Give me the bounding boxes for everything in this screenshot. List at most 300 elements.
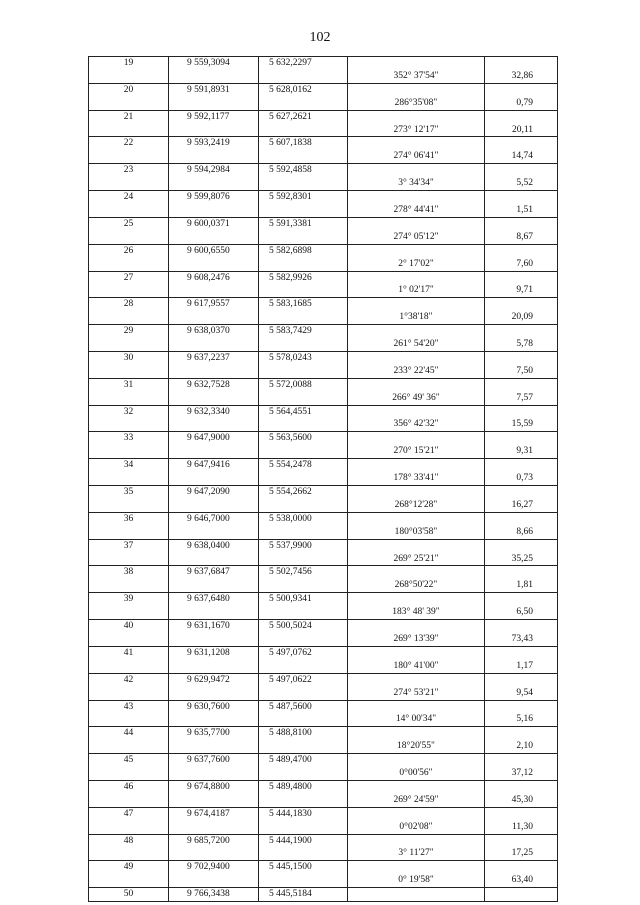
- x-coordinate: 9 617,9557: [169, 298, 259, 311]
- segment-length: 20,09: [485, 311, 558, 324]
- segment-row: [89, 311, 558, 324]
- direction-angle: 269° 24'59": [348, 794, 485, 807]
- empty-cell: [169, 204, 259, 217]
- empty-cell: [89, 392, 169, 405]
- empty-cell: [259, 70, 348, 83]
- y-coordinate: 5 564,4551: [259, 405, 348, 418]
- empty-cell: [259, 499, 348, 512]
- direction-angle: 18°20'55": [348, 740, 485, 753]
- direction-angle: 270° 15'21": [348, 445, 485, 458]
- empty-cell: [348, 110, 485, 123]
- empty-cell: [348, 164, 485, 177]
- empty-cell: [169, 713, 259, 726]
- point-row: [89, 700, 558, 713]
- empty-cell: [169, 70, 259, 83]
- segment-row: [89, 740, 558, 753]
- direction-angle: 183° 48' 39": [348, 606, 485, 619]
- point-row: [89, 459, 558, 472]
- segment-row: [89, 365, 558, 378]
- empty-cell: [485, 244, 558, 257]
- segment-length: 6,50: [485, 606, 558, 619]
- empty-cell: [348, 807, 485, 820]
- direction-angle: 268°50'22": [348, 579, 485, 592]
- point-row: [89, 486, 558, 499]
- empty-cell: [169, 150, 259, 163]
- segment-length: 17,25: [485, 847, 558, 860]
- point-row: [89, 244, 558, 257]
- segment-length: 8,67: [485, 231, 558, 244]
- empty-cell: [169, 258, 259, 271]
- empty-cell: [89, 124, 169, 137]
- segment-length: 73,43: [485, 633, 558, 646]
- page-number: 102: [309, 30, 331, 45]
- x-coordinate: 9 600,0371: [169, 217, 259, 230]
- empty-cell: [348, 57, 485, 70]
- empty-cell: [89, 713, 169, 726]
- empty-cell: [485, 110, 558, 123]
- segment-row: [89, 392, 558, 405]
- y-coordinate: 5 445,5184: [259, 888, 348, 902]
- x-coordinate: 9 592,1177: [169, 110, 259, 123]
- direction-angle: 0°02'08": [348, 821, 485, 834]
- empty-cell: [169, 445, 259, 458]
- direction-angle: 269° 13'39": [348, 633, 485, 646]
- empty-cell: [259, 687, 348, 700]
- y-coordinate: 5 582,6898: [259, 244, 348, 257]
- empty-cell: [259, 392, 348, 405]
- y-coordinate: 5 489,4700: [259, 754, 348, 767]
- empty-cell: [485, 700, 558, 713]
- point-number: 35: [89, 486, 169, 499]
- segment-row: [89, 794, 558, 807]
- x-coordinate: 9 608,2476: [169, 271, 259, 284]
- segment-row: [89, 70, 558, 83]
- segment-row: [89, 767, 558, 780]
- y-coordinate: 5 563,5600: [259, 432, 348, 445]
- empty-cell: [348, 405, 485, 418]
- empty-cell: [169, 231, 259, 244]
- point-number: 46: [89, 780, 169, 793]
- x-coordinate: 9 593,2419: [169, 137, 259, 150]
- point-row: [89, 432, 558, 445]
- segment-length: 9,54: [485, 687, 558, 700]
- empty-cell: [485, 217, 558, 230]
- x-coordinate: 9 647,9000: [169, 432, 259, 445]
- y-coordinate: 5 537,9900: [259, 539, 348, 552]
- point-number: 26: [89, 244, 169, 257]
- empty-cell: [485, 566, 558, 579]
- x-coordinate: 9 631,1208: [169, 646, 259, 659]
- segment-length: 14,74: [485, 150, 558, 163]
- empty-cell: [485, 325, 558, 338]
- empty-cell: [169, 553, 259, 566]
- point-number: 24: [89, 191, 169, 204]
- empty-cell: [348, 780, 485, 793]
- segment-length: 9,71: [485, 284, 558, 297]
- direction-angle: 3° 11'27": [348, 847, 485, 860]
- x-coordinate: 9 638,0400: [169, 539, 259, 552]
- point-row: [89, 405, 558, 418]
- x-coordinate: 9 674,8800: [169, 780, 259, 793]
- y-coordinate: 5 582,9926: [259, 271, 348, 284]
- y-coordinate: 5 592,8301: [259, 191, 348, 204]
- segment-row: [89, 204, 558, 217]
- point-row: [89, 727, 558, 740]
- empty-cell: [89, 472, 169, 485]
- empty-cell: [485, 754, 558, 767]
- point-number: 40: [89, 620, 169, 633]
- empty-cell: [485, 673, 558, 686]
- coordinates-table: [88, 56, 558, 902]
- empty-cell: [169, 338, 259, 351]
- y-coordinate: 5 444,1830: [259, 807, 348, 820]
- point-row: [89, 593, 558, 606]
- direction-angle: 356° 42'32": [348, 418, 485, 431]
- empty-cell: [485, 271, 558, 284]
- point-row: [89, 620, 558, 633]
- direction-angle: 233° 22'45": [348, 365, 485, 378]
- empty-cell: [348, 727, 485, 740]
- x-coordinate: 9 647,2090: [169, 486, 259, 499]
- x-coordinate: 9 702,9400: [169, 861, 259, 874]
- x-coordinate: 9 637,6480: [169, 593, 259, 606]
- point-row: [89, 834, 558, 847]
- segment-length: 5,52: [485, 177, 558, 190]
- empty-cell: [348, 566, 485, 579]
- empty-cell: [259, 606, 348, 619]
- empty-cell: [259, 204, 348, 217]
- direction-angle: 180° 41'00": [348, 660, 485, 673]
- direction-angle: 273° 12'17": [348, 124, 485, 137]
- segment-row: [89, 177, 558, 190]
- y-coordinate: 5 445,1500: [259, 861, 348, 874]
- point-number: 28: [89, 298, 169, 311]
- point-row: [89, 673, 558, 686]
- point-number: 19: [89, 57, 169, 70]
- segment-row: [89, 284, 558, 297]
- empty-cell: [259, 418, 348, 431]
- segment-row: [89, 821, 558, 834]
- segment-length: 2,10: [485, 740, 558, 753]
- segment-length: 11,30: [485, 821, 558, 834]
- point-number: 31: [89, 378, 169, 391]
- empty-cell: [89, 767, 169, 780]
- empty-cell: [259, 794, 348, 807]
- empty-cell: [348, 486, 485, 499]
- empty-cell: [259, 97, 348, 110]
- y-coordinate: 5 487,5600: [259, 700, 348, 713]
- empty-cell: [485, 378, 558, 391]
- empty-cell: [259, 821, 348, 834]
- empty-cell: [89, 284, 169, 297]
- point-row: [89, 807, 558, 820]
- empty-cell: [169, 284, 259, 297]
- empty-cell: [259, 231, 348, 244]
- empty-cell: [348, 191, 485, 204]
- empty-cell: [169, 97, 259, 110]
- direction-angle: 0° 19'58": [348, 874, 485, 887]
- empty-cell: [259, 284, 348, 297]
- empty-cell: [89, 338, 169, 351]
- empty-cell: [259, 258, 348, 271]
- empty-cell: [169, 606, 259, 619]
- empty-cell: [485, 405, 558, 418]
- segment-row: [89, 124, 558, 137]
- segment-length: 1,17: [485, 660, 558, 673]
- empty-cell: [89, 150, 169, 163]
- y-coordinate: 5 497,0622: [259, 673, 348, 686]
- y-coordinate: 5 502,7456: [259, 566, 348, 579]
- segment-length: 16,27: [485, 499, 558, 512]
- empty-cell: [348, 888, 485, 902]
- direction-angle: 278° 44'41": [348, 204, 485, 217]
- empty-cell: [348, 432, 485, 445]
- point-number: 43: [89, 700, 169, 713]
- empty-cell: [485, 298, 558, 311]
- point-number: 50: [89, 888, 169, 902]
- y-coordinate: 5 583,1685: [259, 298, 348, 311]
- empty-cell: [485, 539, 558, 552]
- empty-cell: [485, 486, 558, 499]
- segment-length: 9,31: [485, 445, 558, 458]
- segment-row: [89, 499, 558, 512]
- direction-angle: 274° 06'41": [348, 150, 485, 163]
- empty-cell: [485, 888, 558, 902]
- x-coordinate: 9 647,9416: [169, 459, 259, 472]
- empty-cell: [89, 499, 169, 512]
- empty-cell: [485, 620, 558, 633]
- empty-cell: [89, 70, 169, 83]
- empty-cell: [348, 620, 485, 633]
- segment-length: 1,51: [485, 204, 558, 217]
- empty-cell: [169, 687, 259, 700]
- x-coordinate: 9 646,7000: [169, 512, 259, 525]
- empty-cell: [169, 418, 259, 431]
- empty-cell: [348, 298, 485, 311]
- direction-angle: 0°00'56": [348, 767, 485, 780]
- segment-row: [89, 606, 558, 619]
- point-row: [89, 57, 558, 70]
- empty-cell: [259, 740, 348, 753]
- segment-row: [89, 445, 558, 458]
- empty-cell: [485, 780, 558, 793]
- empty-cell: [169, 847, 259, 860]
- point-number: 42: [89, 673, 169, 686]
- empty-cell: [485, 164, 558, 177]
- direction-angle: 266° 49' 36": [348, 392, 485, 405]
- empty-cell: [348, 217, 485, 230]
- empty-cell: [348, 861, 485, 874]
- x-coordinate: 9 638,0370: [169, 325, 259, 338]
- x-coordinate: 9 600,6550: [169, 244, 259, 257]
- segment-row: [89, 874, 558, 887]
- point-number: 33: [89, 432, 169, 445]
- segment-length: 45,30: [485, 794, 558, 807]
- segment-length: 7,60: [485, 258, 558, 271]
- point-row: [89, 351, 558, 364]
- empty-cell: [169, 821, 259, 834]
- point-number: 48: [89, 834, 169, 847]
- empty-cell: [89, 177, 169, 190]
- empty-cell: [259, 311, 348, 324]
- coordinates-table-body: [89, 57, 558, 902]
- segment-row: [89, 687, 558, 700]
- y-coordinate: 5 583,7429: [259, 325, 348, 338]
- x-coordinate: 9 631,1670: [169, 620, 259, 633]
- x-coordinate: 9 629,9472: [169, 673, 259, 686]
- segment-length: 1,81: [485, 579, 558, 592]
- empty-cell: [259, 365, 348, 378]
- direction-angle: 178° 33'41": [348, 472, 485, 485]
- empty-cell: [169, 740, 259, 753]
- point-number: 27: [89, 271, 169, 284]
- segment-row: [89, 633, 558, 646]
- empty-cell: [89, 874, 169, 887]
- direction-angle: 180°03'58": [348, 526, 485, 539]
- y-coordinate: 5 627,2621: [259, 110, 348, 123]
- segment-length: 20,11: [485, 124, 558, 137]
- empty-cell: [485, 432, 558, 445]
- empty-cell: [89, 579, 169, 592]
- empty-cell: [89, 847, 169, 860]
- empty-cell: [89, 633, 169, 646]
- empty-cell: [259, 124, 348, 137]
- empty-cell: [348, 325, 485, 338]
- direction-angle: 261° 54'20": [348, 338, 485, 351]
- point-number: 37: [89, 539, 169, 552]
- y-coordinate: 5 554,2662: [259, 486, 348, 499]
- empty-cell: [259, 633, 348, 646]
- empty-cell: [89, 445, 169, 458]
- point-row: [89, 566, 558, 579]
- empty-cell: [485, 593, 558, 606]
- empty-cell: [169, 767, 259, 780]
- empty-cell: [169, 794, 259, 807]
- direction-angle: 1°38'18": [348, 311, 485, 324]
- x-coordinate: 9 637,2237: [169, 351, 259, 364]
- direction-angle: 269° 25'21": [348, 553, 485, 566]
- point-number: 20: [89, 83, 169, 96]
- segment-length: 35,25: [485, 553, 558, 566]
- empty-cell: [259, 526, 348, 539]
- empty-cell: [169, 526, 259, 539]
- empty-cell: [89, 418, 169, 431]
- point-number: 29: [89, 325, 169, 338]
- point-row: [89, 378, 558, 391]
- empty-cell: [259, 579, 348, 592]
- segment-row: [89, 258, 558, 271]
- empty-cell: [89, 97, 169, 110]
- empty-cell: [89, 606, 169, 619]
- empty-cell: [89, 311, 169, 324]
- empty-cell: [485, 861, 558, 874]
- empty-cell: [348, 83, 485, 96]
- direction-angle: 274° 53'21": [348, 687, 485, 700]
- empty-cell: [89, 231, 169, 244]
- segment-row: [89, 97, 558, 110]
- empty-cell: [259, 767, 348, 780]
- empty-cell: [485, 646, 558, 659]
- segment-row: [89, 579, 558, 592]
- segment-row: [89, 847, 558, 860]
- segment-length: 7,50: [485, 365, 558, 378]
- x-coordinate: 9 599,8076: [169, 191, 259, 204]
- empty-cell: [348, 700, 485, 713]
- empty-cell: [348, 754, 485, 767]
- point-row: [89, 646, 558, 659]
- point-number: 38: [89, 566, 169, 579]
- segment-row: [89, 150, 558, 163]
- x-coordinate: 9 632,7528: [169, 378, 259, 391]
- empty-cell: [89, 740, 169, 753]
- empty-cell: [89, 687, 169, 700]
- x-coordinate: 9 674,4187: [169, 807, 259, 820]
- segment-row: [89, 231, 558, 244]
- point-row: [89, 271, 558, 284]
- y-coordinate: 5 497,0762: [259, 646, 348, 659]
- segment-length: 32,86: [485, 70, 558, 83]
- point-row: [89, 754, 558, 767]
- empty-cell: [348, 646, 485, 659]
- direction-angle: 3° 34'34": [348, 177, 485, 190]
- y-coordinate: 5 607,1838: [259, 137, 348, 150]
- segment-length: 8,66: [485, 526, 558, 539]
- empty-cell: [169, 472, 259, 485]
- point-row: [89, 780, 558, 793]
- empty-cell: [348, 459, 485, 472]
- empty-cell: [348, 512, 485, 525]
- segment-length: 0,73: [485, 472, 558, 485]
- empty-cell: [89, 258, 169, 271]
- empty-cell: [259, 177, 348, 190]
- segment-length: 63,40: [485, 874, 558, 887]
- x-coordinate: 9 559,3094: [169, 57, 259, 70]
- empty-cell: [485, 83, 558, 96]
- empty-cell: [259, 472, 348, 485]
- y-coordinate: 5 538,0000: [259, 512, 348, 525]
- y-coordinate: 5 489,4800: [259, 780, 348, 793]
- x-coordinate: 9 635,7700: [169, 727, 259, 740]
- point-number: 32: [89, 405, 169, 418]
- point-number: 49: [89, 861, 169, 874]
- empty-cell: [169, 392, 259, 405]
- y-coordinate: 5 632,2297: [259, 57, 348, 70]
- point-row: [89, 539, 558, 552]
- empty-cell: [169, 874, 259, 887]
- x-coordinate: 9 766,3438: [169, 888, 259, 902]
- y-coordinate: 5 444,1900: [259, 834, 348, 847]
- empty-cell: [259, 338, 348, 351]
- empty-cell: [485, 351, 558, 364]
- point-row: [89, 110, 558, 123]
- point-number: 25: [89, 217, 169, 230]
- empty-cell: [259, 150, 348, 163]
- point-row: [89, 83, 558, 96]
- point-row: [89, 164, 558, 177]
- direction-angle: 1° 02'17": [348, 284, 485, 297]
- empty-cell: [169, 365, 259, 378]
- point-number: 47: [89, 807, 169, 820]
- empty-cell: [485, 459, 558, 472]
- point-number: 22: [89, 137, 169, 150]
- empty-cell: [89, 794, 169, 807]
- point-row: [89, 888, 558, 902]
- point-row: [89, 217, 558, 230]
- point-number: 34: [89, 459, 169, 472]
- y-coordinate: 5 500,5024: [259, 620, 348, 633]
- empty-cell: [89, 204, 169, 217]
- x-coordinate: 9 632,3340: [169, 405, 259, 418]
